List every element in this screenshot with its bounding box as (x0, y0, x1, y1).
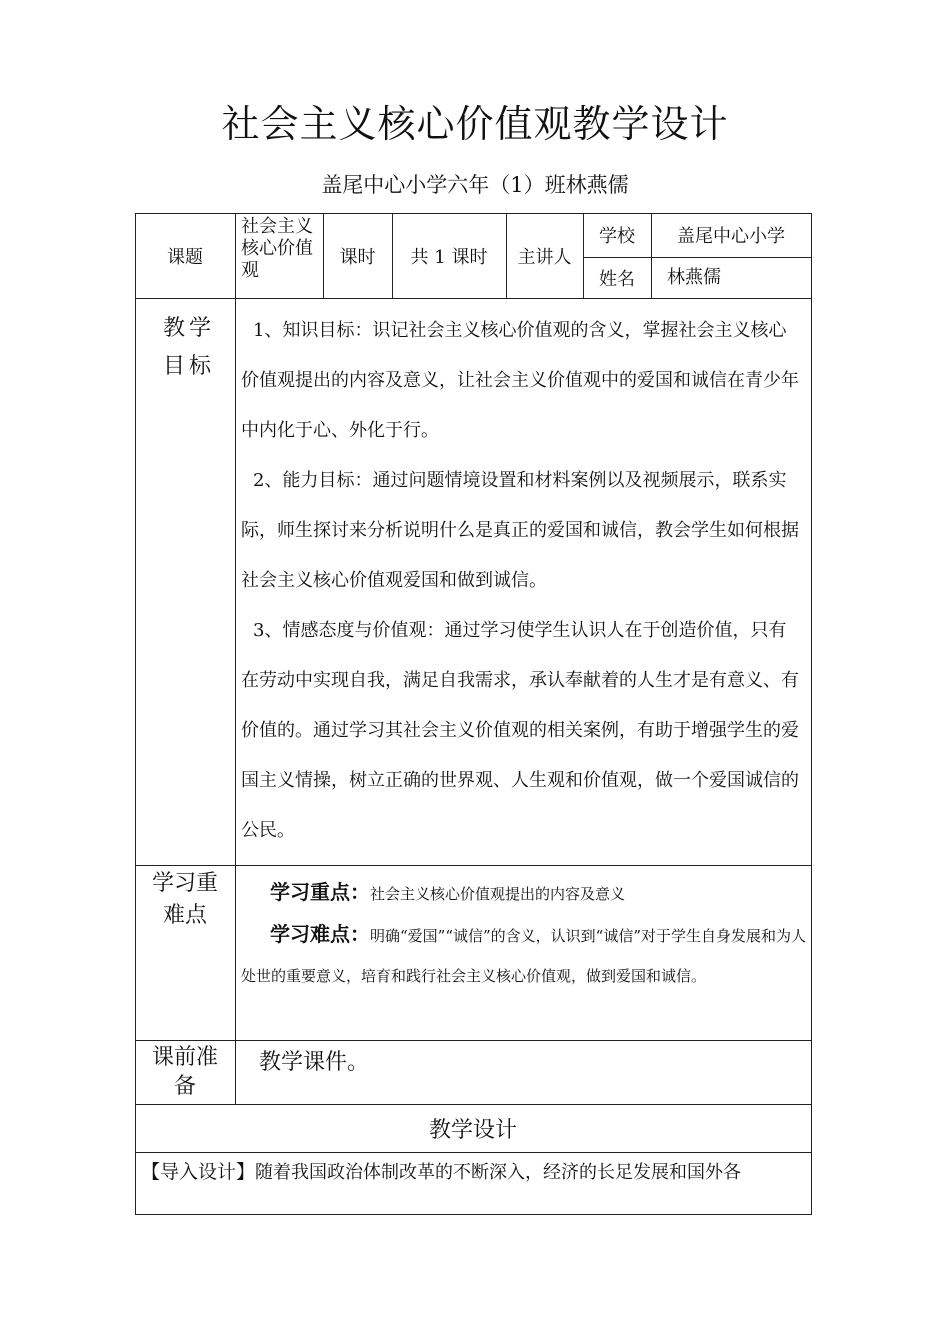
topic-label: 课题 (167, 246, 203, 268)
goals-content (241, 306, 802, 856)
focus-text: 社会主义核心价值观提出的内容及意义 (370, 885, 626, 903)
intro-text: 随着我国政治体制改革的不断深入，经济的长足发展和国外各 (255, 1162, 742, 1183)
intro-label: 【导入设计】 (141, 1161, 256, 1183)
period-value: 共 1 课时 (410, 246, 488, 268)
topic-value: 社会主义核心价值观 (241, 216, 313, 281)
document-subtitle: 盖尾中心小学六年（1）班林燕儒 (321, 173, 629, 197)
preparation-text: 教学课件。 (259, 1050, 370, 1075)
key-points-label: 学习重难点 (151, 871, 218, 928)
speaker-label: 主讲人 (517, 246, 572, 268)
document-title: 社会主义核心价值观教学设计 (221, 102, 729, 146)
difficulty-label: 学习难点： (270, 922, 370, 946)
design-intro (141, 1156, 807, 1189)
period-label: 课时 (339, 246, 376, 268)
difficulty-text: 明确“爱国”“诚信”的含义，认识到“诚信”对于学生自身发展和为人处世的重要意义，培育和践行社会主义核心价值观，做到爱国和诚信。 (241, 927, 807, 985)
goal-knowledge: 1、知识目标：识记社会主义核心价值观的含义，掌握社会主义核心价值观提出的内容及意义，让社会主义价值观中的爱国和诚信在青少年中内化于心、外化于行。 (241, 320, 799, 441)
goal-ability: 2、能力目标：通过问题情境设置和材料案例以及视频展示，联系实际，师生探讨来分析说明什么是真正的爱国和诚信，教会学生如何根据社会主义核心价值观爱国和做到诚信。 (241, 470, 799, 591)
preparation-label: 课前准备 (151, 1045, 218, 1099)
focus-label: 学习重点： (270, 880, 370, 904)
school-value: 盖尾中心小学 (677, 226, 785, 247)
name-label: 姓名 (599, 268, 635, 290)
school-label: 学校 (599, 226, 635, 247)
name-value: 林燕儒 (667, 267, 721, 288)
goal-attitude: 3、情感态度与价值观：通过学习使学生认识人在于创造价值，只有在劳动中实现自我，满足自我需求，承认奉献着的人生才是有意义、有价值的。通过学习其社会主义价值观的相关案例，有助于增强学生的爱国主义情操，树立正确的世界观、人生观和价值观，做一个爱国诚信的公民。 (241, 620, 799, 841)
key-points-content (241, 872, 806, 996)
design-heading: 教学设计 (428, 1117, 517, 1143)
goals-label: 教学目标 (162, 316, 215, 379)
